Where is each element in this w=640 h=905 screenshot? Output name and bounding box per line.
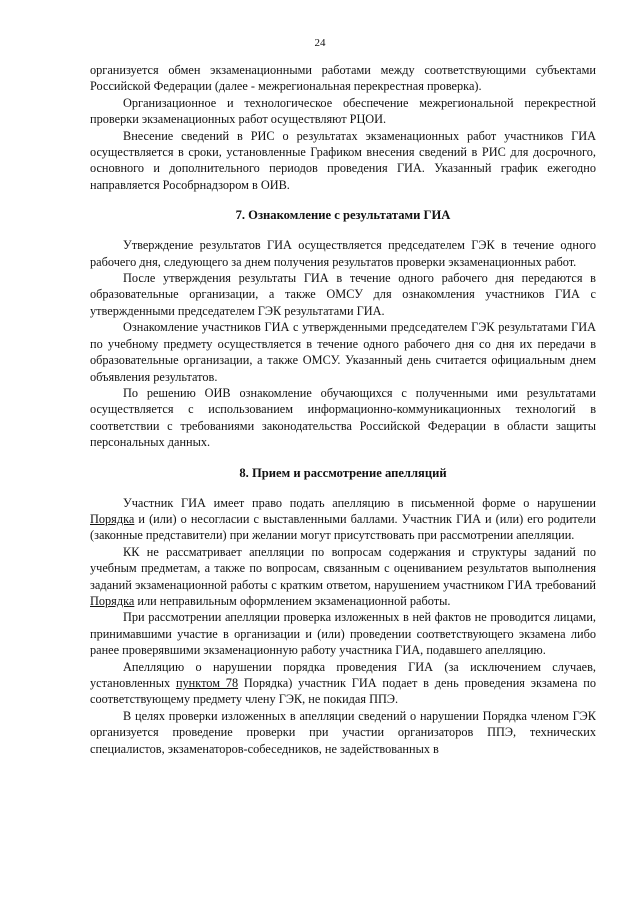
poryadok-link[interactable]: Порядка <box>90 511 135 526</box>
section-8-p4-text-a: Апелляцию о нарушении порядка проведения ГИА (за исключением случаев, установленных <box>90 659 596 690</box>
section-8-paragraph-1 <box>90 495 596 544</box>
section-7-heading: 7. Ознакомление с результатами ГИА <box>235 208 451 223</box>
section-7-paragraph-3: Ознакомление участников ГИА с утвержденными председателем ГЭК результатами ГИА по учебному предмету осуществляется в течение одного рабочего дня со дня их передачи в образовательные организации, а также ОМСУ. Указанный день считается официальным днем объявления результатов. <box>90 320 596 384</box>
intro-paragraph-3: Внесение сведений в РИС о результатах экзаменационных работ участников ГИА осуществляется в сроки, установленные Графиком внесения сведений в РИС для досрочного, основного и дополнительного периодов проведения ГИА. Указанный график ежегодно направляется Рособрнадзором в ОИВ. <box>90 128 596 192</box>
section-8-p2-text-b: или неправильным оформлением экзаменационной работы. <box>134 593 451 608</box>
punkt-78-link[interactable]: пунктом 78 <box>175 676 239 690</box>
section-7-paragraph-1: Утверждение результатов ГИА осуществляется председателем ГЭК в течение одного рабочего дня, следующего за днем получения результатов проверки экзаменационных работ. <box>90 238 596 269</box>
intro-paragraph-1: организуется обмен экзаменационными работами между соответствующими субъектами Российской Федерации (далее - межрегиональная перекрестная проверка). <box>90 63 596 94</box>
section-7-paragraph-2: После утверждения результаты ГИА в течение одного рабочего дня передаются в образовательные организации, а также ОМСУ для ознакомления участников ГИА с утвержденными председателем ГЭК результатами ГИА. <box>90 271 596 318</box>
section-8-paragraph-4 <box>90 659 596 708</box>
section-8-paragraph-2 <box>90 544 596 610</box>
section-8-heading: 8. Прием и рассмотрение апелляций <box>239 465 447 480</box>
section-7-paragraph-4: По решению ОИВ ознакомление обучающихся с полученными ими результатами осуществляется с использованием информационно-коммуникационных технологий в соответствии с требованиями законодательства Российской Федерации в области защиты персональных данных. <box>90 385 596 450</box>
page-content <box>90 62 596 757</box>
section-8-p4-text-b: Порядка) участник ГИА подает в день проведения экзамена по соответствующему предмету члену ГЭК, не покидая ППЭ. <box>90 676 597 707</box>
section-8-paragraph-3: При рассмотрении апелляции проверка изложенных в ней фактов не проводится лицами, принимавшими участие в организации и (или) проведении соответствующего экзамена либо ранее проверявшими экзаменационную работу участника ГИА, подавшего апелляцию. <box>90 610 596 658</box>
section-8-p1-text-a: Участник ГИА имеет право подать апелляцию в письменной форме о нарушении <box>123 495 596 510</box>
poryadok-link[interactable]: Порядка <box>90 593 135 608</box>
page-number: 24 <box>314 37 326 49</box>
section-8-p2-text-a: КК не рассматривает апелляции по вопросам содержания и структуры заданий по учебным предметам, а также по вопросам, связанным с оцениванием результатов выполнения заданий экзаменационной работы с кратким ответом, нарушением участником ГИА требований <box>90 544 596 592</box>
section-8-paragraph-5: В целях проверки изложенных в апелляции сведений о нарушении Порядка членом ГЭК организуется проведение проверки при участии организаторов ППЭ, технических специалистов, экзаменаторов-собеседников, не задействованных в <box>90 708 596 756</box>
intro-paragraph-2: Организационное и технологическое обеспечение межрегиональной перекрестной проверки экзаменационных работ осуществляют РЦОИ. <box>90 95 596 127</box>
section-8-p1-text-b: и (или) о несогласии с выставленными баллами. Участник ГИА и (или) его родители (законные представители) при желании могут присутствовать при рассмотрении апелляции. <box>90 511 596 543</box>
